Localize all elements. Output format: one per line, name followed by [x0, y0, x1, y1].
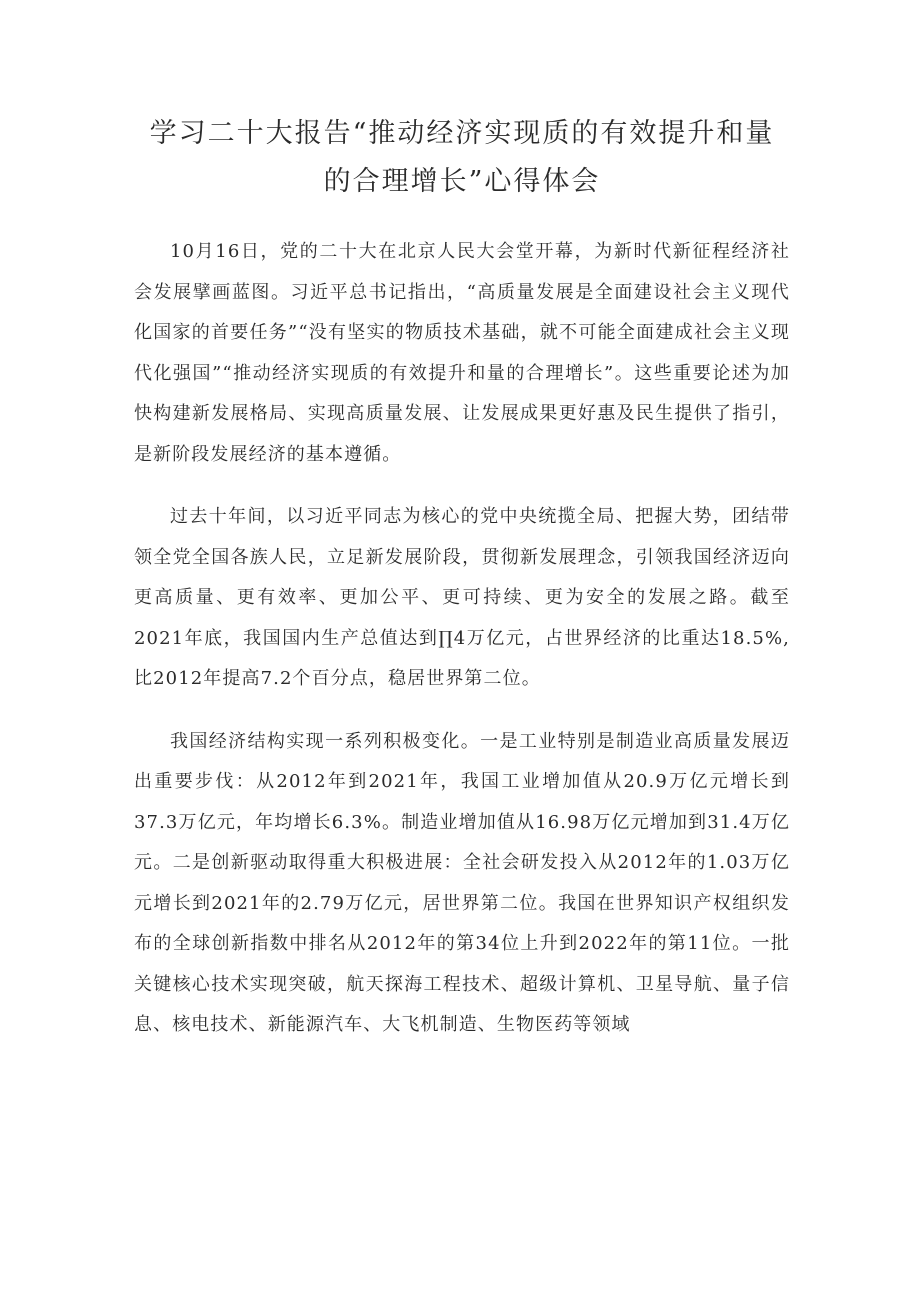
paragraph-1: 10月16日，党的二十大在北京人民大会堂开幕，为新时代新征程经济社会发展擘画蓝图。习近平总书记指出，“高质量发展是全面建设社会主义现代化国家的首要任务”“没有坚实的物质技术基础，就不可能全面建成社会主义现代化强国”“推动经济实现质的有效提升和量的合理增长”。这些重要论述为加快构建新发展格局、实现高质量发展、让发展成果更好惠及民生提供了指引，是新阶段发展经济的基本遵循。: [134, 241, 790, 465]
paragraph-2: 过去十年间，以习近平同志为核心的党中央统揽全局、把握大势，团结带领全党全国各族人民，立足新发展阶段，贯彻新发展理念，引领我国经济迈向更高质量、更有效率、更加公平、更可持续、更为安全的发展之路。截至2021年底，我国国内生产总值达到∏4万亿元，占世界经济的比重达18.5%,比2012年提高7.2个百分点，稳居世界第二位。: [134, 506, 790, 689]
title-line-1: 学习二十大报告“推动经济实现质的有效提升和量: [149, 118, 775, 149]
paragraph-3: 我国经济结构实现一系列积极变化。一是工业特别是制造业高质量发展迈出重要步伐：从2012年到2021年，我国工业增加值从20.9万亿元增长到37.3万亿元，年均增长6.3%。制造业增加值从16.98万亿元增加到31.4万亿元。二是创新驱动取得重大积极进展：全社会研发投入从2012年的1.03万亿元增长到2021年的2.79万亿元，居世界第二位。我国在世界知识产权组织发布的全球创新指数中排名从2012年的第34位上升到2022年的第11位。一批关键核心技术实现突破，航天探海工程技术、超级计算机、卫星导航、量子信息、核电技术、新能源汽车、大飞机制造、生物医药等领域: [134, 730, 790, 1035]
document-title: [134, 110, 790, 206]
title-line-2: 的合理增长”心得体会: [323, 166, 601, 197]
